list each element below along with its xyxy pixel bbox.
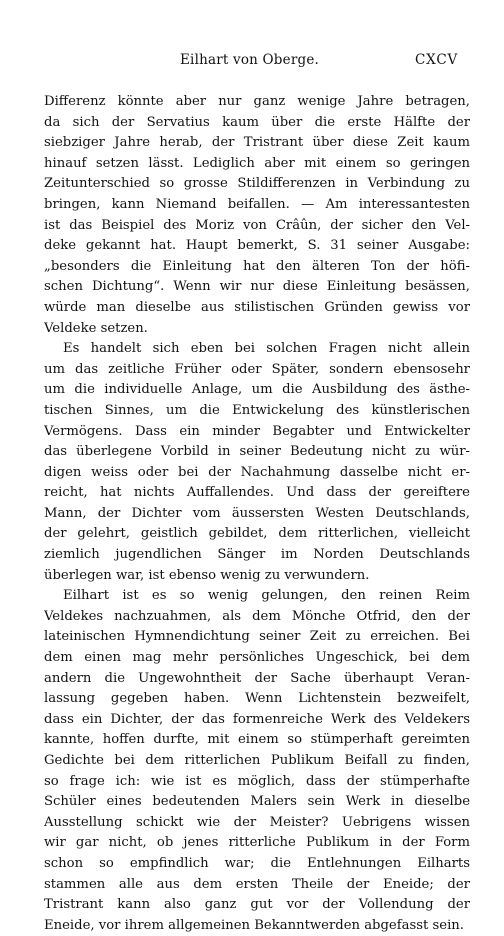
text-line: stammen alle aus dem ersten Theile der Eneide; der [44, 876, 470, 892]
running-header [0, 52, 504, 72]
text-line: „besonders die Einleitung hat den älteren Ton der höfi- [44, 258, 470, 274]
text-line: Differenz könnte aber nur ganz wenige Jahre betragen, [44, 94, 470, 109]
running-title: Eilhart von Oberge. [180, 52, 320, 68]
text-line: um die individuelle Anlage, um die Ausbildung des ästhe- [44, 382, 470, 398]
text-line: reicht, hat nichts Auffallendes. Und dass der gereiftere [44, 485, 470, 501]
text-line: digen weiss oder bei der Nachahmung dasselbe nicht er- [44, 464, 470, 480]
text-line: Mann, der Dichter vom äussersten Westen Deutschlands, [44, 505, 470, 521]
text-line: dem einen mag mehr persönliches Ungeschick, bei dem [44, 650, 470, 666]
text-line: ist das Beispiel des Moriz von Crâûn, der sicher den Vel- [44, 217, 470, 233]
text-line: schon so empfindlich war; die Entlehnungen Eilharts [44, 855, 470, 871]
text-line: hinauf setzen lässt. Lediglich aber mit einem so geringen [44, 155, 470, 171]
text-line: Schüler eines bedeutenden Malers sein Werk in dieselbe [44, 794, 470, 810]
text-line: kannte, hoffen durfte, mit einem so stümperhaft gereimten [44, 732, 470, 748]
text-line: andern die Ungewohntheit der Sache überhaupt Veran- [44, 670, 470, 686]
text-line: Ausstellung schickt wie der Meister? Uebrigens wissen [44, 814, 470, 830]
text-line: bringen, kann Niemand beifallen. — Am interessantesten [44, 196, 470, 212]
body-text [44, 92, 470, 936]
text-line: Vermögens. Dass ein minder Begabter und Entwickelter [44, 423, 470, 439]
text-line: das überlegene Vorbild in seiner Bedeutung nicht zu wür- [44, 444, 470, 460]
text-line: so frage ich: wie ist es möglich, dass der stümperhafte [44, 773, 470, 789]
text-line: würde man dieselbe aus stilistischen Gründen gewiss vor [44, 299, 470, 315]
text-line: tischen Sinnes, um die Entwickelung des künstlerischen [44, 402, 470, 418]
text-line: schen Dichtung“. Wenn wir nur diese Einleitung besässen, [44, 279, 470, 295]
text-line: Eneide, vor ihrem allgemeinen Bekanntwerden abgefasst sein. [44, 917, 464, 933]
text-line: lateinischen Hymnendichtung seiner Zeit zu erreichen. Bei [44, 629, 470, 645]
text-line: Veldeke setzen. [44, 320, 148, 336]
text-line: Veldekes nachzuahmen, als dem Mönche Otfrid, den der [44, 608, 470, 624]
text-line: Tristrant kann also ganz gut vor der Vollendung der [44, 897, 470, 913]
text-line: Es handelt sich eben bei solchen Fragen nicht allein [63, 341, 470, 357]
text-line: überlegen war, ist ebenso wenig zu verwundern. [44, 567, 370, 583]
page-number: CXCV [415, 52, 458, 68]
text-line: Zeitunterschied so grosse Stildifferenzen in Verbindung zu [44, 176, 470, 192]
text-line: lassung gegeben haben. Wenn Lichtenstein bezweifelt, [44, 691, 470, 707]
text-line: dass ein Dichter, der das formenreiche Werk des Veldekers [44, 711, 470, 727]
text-line: um das zeitliche Früher oder Später, sondern ebensosehr [44, 361, 470, 377]
text-line: da sich der Servatius kaum über die erste Hälfte der [44, 114, 470, 130]
text-line: der gelehrt, geistlich gebildet, dem ritterlichen, vielleicht [44, 526, 470, 542]
text-line: wir gar nicht, ob jenes ritterliche Publikum in der Form [44, 835, 470, 851]
text-line: Gedichte bei dem ritterlichen Publikum Beifall zu finden, [44, 753, 470, 768]
text-line: deke gekannt hat. Haupt bemerkt, S. 31 seiner Ausgabe: [44, 238, 470, 254]
text-line: ziemlich jugendlichen Sänger im Norden Deutschlands [44, 547, 470, 563]
text-line: Eilhart ist es so wenig gelungen, den reinen Reim [63, 588, 470, 604]
text-line: siebziger Jahre herab, der Tristrant über diese Zeit kaum [44, 135, 470, 151]
